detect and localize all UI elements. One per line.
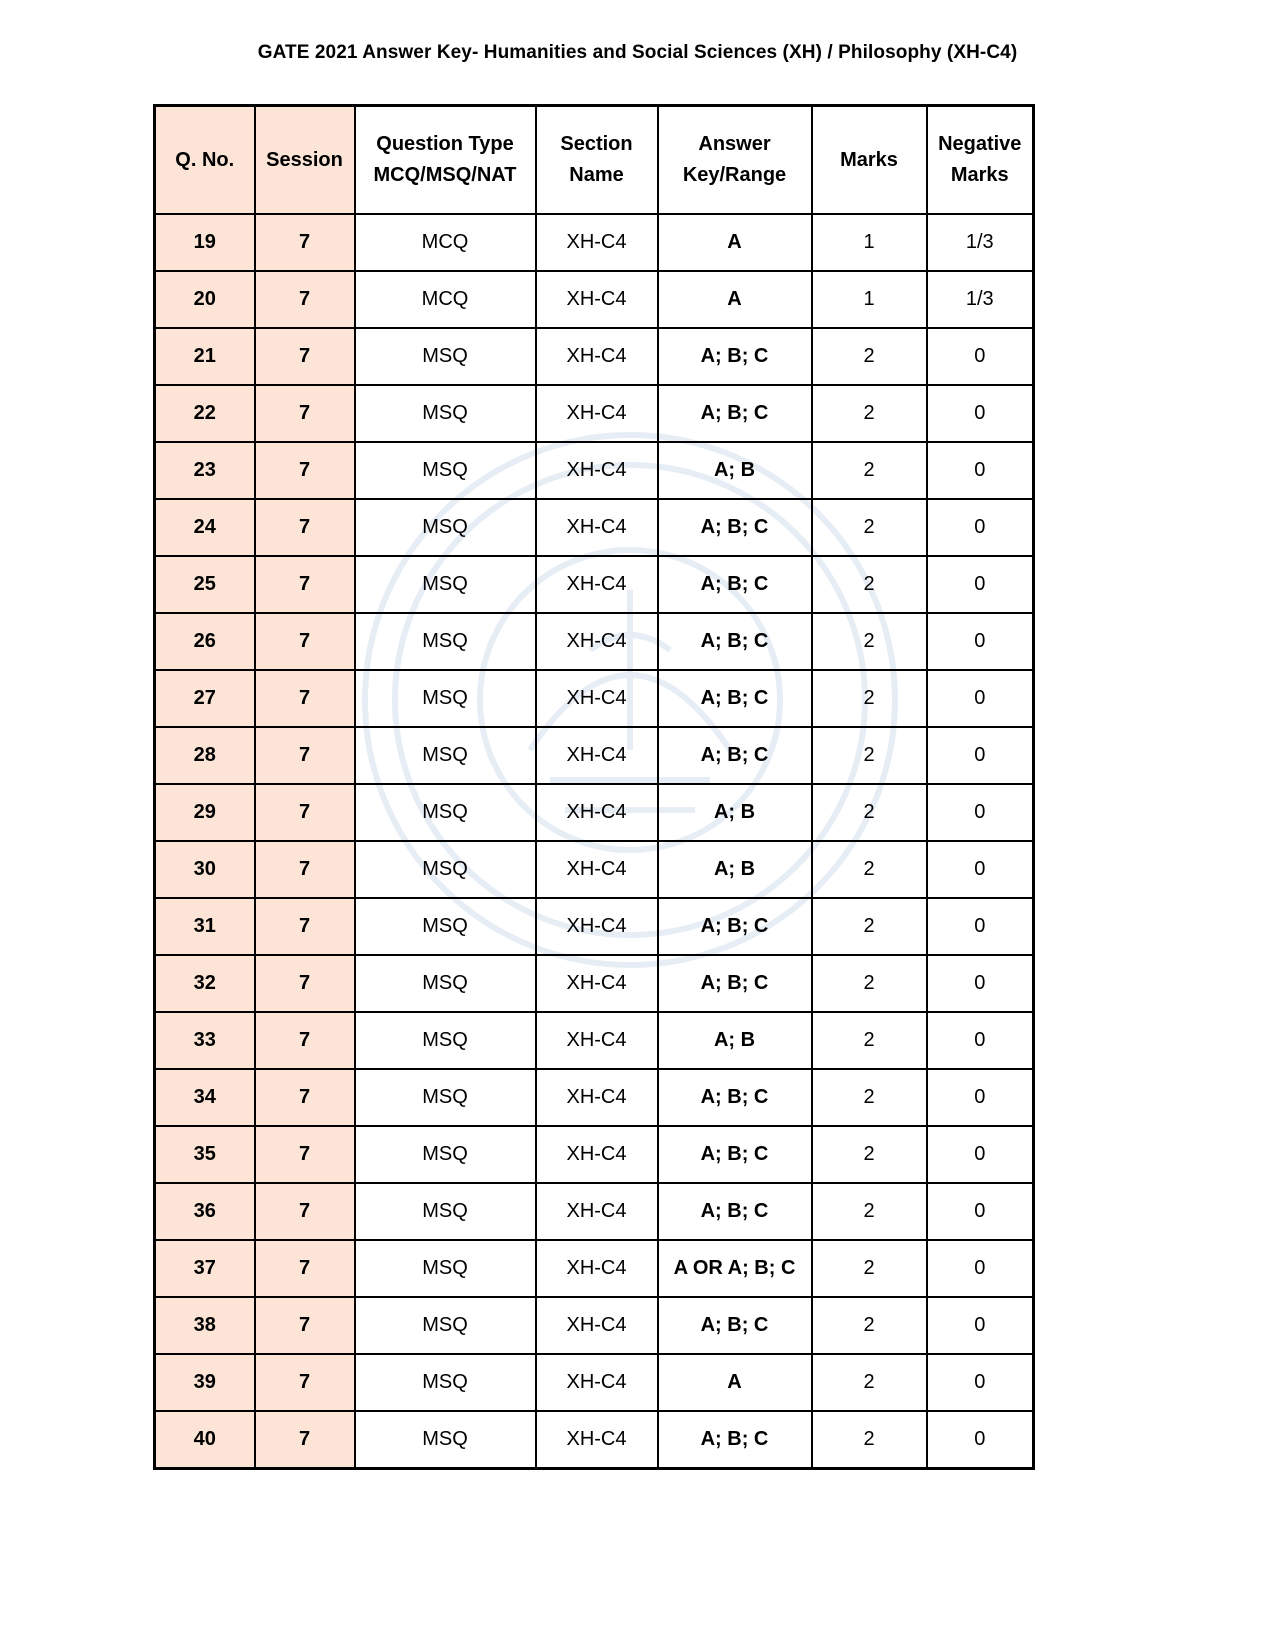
header-section-name: Section Name (536, 106, 658, 215)
cell-answer-key: A; B; C (658, 1411, 812, 1469)
cell-negative-marks: 0 (927, 1240, 1034, 1297)
cell-section-name: XH-C4 (536, 556, 658, 613)
cell-negative-marks: 0 (927, 670, 1034, 727)
table-row (155, 1012, 1034, 1069)
table-row (155, 385, 1034, 442)
cell-qno: 26 (155, 613, 255, 670)
cell-session: 7 (255, 385, 355, 442)
cell-answer-key: A; B (658, 784, 812, 841)
cell-section-name: XH-C4 (536, 385, 658, 442)
table-body (155, 214, 1034, 1469)
cell-qno: 36 (155, 1183, 255, 1240)
cell-answer-key: A; B; C (658, 613, 812, 670)
cell-section-name: XH-C4 (536, 613, 658, 670)
table-row (155, 670, 1034, 727)
cell-marks: 1 (812, 271, 927, 328)
table-row (155, 955, 1034, 1012)
table-row (155, 328, 1034, 385)
table-row (155, 271, 1034, 328)
cell-answer-key: A; B; C (658, 499, 812, 556)
table-row (155, 1240, 1034, 1297)
cell-qno: 35 (155, 1126, 255, 1183)
cell-negative-marks: 0 (927, 955, 1034, 1012)
cell-answer-key: A; B; C (658, 1126, 812, 1183)
cell-qno: 22 (155, 385, 255, 442)
table-header (155, 106, 1034, 215)
cell-session: 7 (255, 1183, 355, 1240)
cell-marks: 2 (812, 1240, 927, 1297)
table-row (155, 898, 1034, 955)
cell-marks: 2 (812, 727, 927, 784)
table-row (155, 499, 1034, 556)
cell-qno: 25 (155, 556, 255, 613)
cell-section-name: XH-C4 (536, 670, 658, 727)
cell-negative-marks: 0 (927, 1012, 1034, 1069)
cell-answer-key: A; B (658, 1012, 812, 1069)
cell-qno: 40 (155, 1411, 255, 1469)
cell-marks: 2 (812, 784, 927, 841)
cell-negative-marks: 1/3 (927, 214, 1034, 271)
cell-negative-marks: 0 (927, 727, 1034, 784)
cell-marks: 2 (812, 385, 927, 442)
cell-marks: 2 (812, 898, 927, 955)
cell-answer-key: A; B; C (658, 385, 812, 442)
cell-session: 7 (255, 1354, 355, 1411)
cell-answer-key: A; B (658, 442, 812, 499)
table-row (155, 556, 1034, 613)
cell-qno: 39 (155, 1354, 255, 1411)
cell-question-type: MSQ (355, 1297, 536, 1354)
cell-negative-marks: 0 (927, 442, 1034, 499)
table-row (155, 1411, 1034, 1469)
cell-negative-marks: 0 (927, 328, 1034, 385)
cell-qno: 20 (155, 271, 255, 328)
cell-qno: 37 (155, 1240, 255, 1297)
cell-answer-key: A; B; C (658, 1183, 812, 1240)
page-title: GATE 2021 Answer Key- Humanities and Social Sciences (XH) / Philosophy (XH-C4) (257, 42, 1018, 63)
cell-qno: 33 (155, 1012, 255, 1069)
cell-marks: 2 (812, 1183, 927, 1240)
cell-marks: 2 (812, 955, 927, 1012)
cell-answer-key: A; B; C (658, 670, 812, 727)
cell-marks: 1 (812, 214, 927, 271)
cell-session: 7 (255, 898, 355, 955)
cell-question-type: MSQ (355, 784, 536, 841)
cell-marks: 2 (812, 1297, 927, 1354)
cell-answer-key: A (658, 1354, 812, 1411)
cell-session: 7 (255, 214, 355, 271)
cell-question-type: MSQ (355, 1183, 536, 1240)
cell-negative-marks: 0 (927, 898, 1034, 955)
cell-marks: 2 (812, 841, 927, 898)
cell-question-type: MSQ (355, 727, 536, 784)
cell-section-name: XH-C4 (536, 1354, 658, 1411)
cell-section-name: XH-C4 (536, 1069, 658, 1126)
cell-qno: 23 (155, 442, 255, 499)
header-answer-key: Answer Key/Range (658, 106, 812, 215)
cell-session: 7 (255, 1411, 355, 1469)
cell-session: 7 (255, 841, 355, 898)
cell-question-type: MSQ (355, 955, 536, 1012)
cell-qno: 34 (155, 1069, 255, 1126)
cell-negative-marks: 0 (927, 1126, 1034, 1183)
table-row (155, 1069, 1034, 1126)
cell-question-type: MSQ (355, 613, 536, 670)
cell-qno: 27 (155, 670, 255, 727)
answer-key-table (153, 104, 1035, 1470)
cell-marks: 2 (812, 499, 927, 556)
cell-negative-marks: 0 (927, 1354, 1034, 1411)
table-row (155, 1183, 1034, 1240)
cell-answer-key: A OR A; B; C (658, 1240, 812, 1297)
cell-question-type: MSQ (355, 556, 536, 613)
cell-section-name: XH-C4 (536, 1240, 658, 1297)
cell-marks: 2 (812, 1126, 927, 1183)
cell-marks: 2 (812, 1012, 927, 1069)
table-row (155, 841, 1034, 898)
cell-question-type: MSQ (355, 1126, 536, 1183)
cell-negative-marks: 0 (927, 613, 1034, 670)
cell-section-name: XH-C4 (536, 1411, 658, 1469)
cell-session: 7 (255, 442, 355, 499)
cell-question-type: MSQ (355, 898, 536, 955)
cell-session: 7 (255, 1126, 355, 1183)
cell-section-name: XH-C4 (536, 499, 658, 556)
cell-marks: 2 (812, 328, 927, 385)
table-row (155, 784, 1034, 841)
cell-session: 7 (255, 271, 355, 328)
table-row (155, 442, 1034, 499)
cell-question-type: MSQ (355, 1069, 536, 1126)
cell-session: 7 (255, 1297, 355, 1354)
header-negative-marks: Negative Marks (927, 106, 1034, 215)
cell-qno: 38 (155, 1297, 255, 1354)
cell-section-name: XH-C4 (536, 955, 658, 1012)
cell-qno: 19 (155, 214, 255, 271)
cell-session: 7 (255, 1069, 355, 1126)
cell-section-name: XH-C4 (536, 898, 658, 955)
cell-answer-key: A; B; C (658, 1069, 812, 1126)
cell-question-type: MSQ (355, 1012, 536, 1069)
cell-question-type: MSQ (355, 841, 536, 898)
cell-answer-key: A; B; C (658, 556, 812, 613)
cell-marks: 2 (812, 613, 927, 670)
cell-qno: 30 (155, 841, 255, 898)
header-qno: Q. No. (155, 106, 255, 215)
header-session: Session (255, 106, 355, 215)
table-row (155, 727, 1034, 784)
cell-negative-marks: 0 (927, 556, 1034, 613)
cell-session: 7 (255, 328, 355, 385)
cell-section-name: XH-C4 (536, 271, 658, 328)
cell-answer-key: A; B; C (658, 727, 812, 784)
cell-qno: 28 (155, 727, 255, 784)
cell-marks: 2 (812, 556, 927, 613)
table-row (155, 1126, 1034, 1183)
cell-section-name: XH-C4 (536, 214, 658, 271)
cell-question-type: MSQ (355, 1240, 536, 1297)
cell-answer-key: A (658, 214, 812, 271)
cell-section-name: XH-C4 (536, 328, 658, 385)
cell-section-name: XH-C4 (536, 1126, 658, 1183)
cell-qno: 32 (155, 955, 255, 1012)
cell-negative-marks: 0 (927, 1297, 1034, 1354)
header-question-type: Question Type MCQ/MSQ/NAT (355, 106, 536, 215)
cell-section-name: XH-C4 (536, 727, 658, 784)
table-row (155, 214, 1034, 271)
cell-section-name: XH-C4 (536, 784, 658, 841)
cell-session: 7 (255, 1240, 355, 1297)
cell-marks: 2 (812, 670, 927, 727)
cell-answer-key: A; B; C (658, 1297, 812, 1354)
cell-marks: 2 (812, 1354, 927, 1411)
table-row (155, 1354, 1034, 1411)
cell-qno: 29 (155, 784, 255, 841)
table-row (155, 613, 1034, 670)
cell-question-type: MCQ (355, 214, 536, 271)
cell-session: 7 (255, 1012, 355, 1069)
cell-negative-marks: 0 (927, 841, 1034, 898)
cell-negative-marks: 1/3 (927, 271, 1034, 328)
cell-marks: 2 (812, 1411, 927, 1469)
cell-negative-marks: 0 (927, 499, 1034, 556)
cell-qno: 31 (155, 898, 255, 955)
cell-question-type: MSQ (355, 442, 536, 499)
cell-negative-marks: 0 (927, 1411, 1034, 1469)
cell-qno: 24 (155, 499, 255, 556)
cell-negative-marks: 0 (927, 385, 1034, 442)
cell-session: 7 (255, 613, 355, 670)
cell-negative-marks: 0 (927, 1183, 1034, 1240)
cell-session: 7 (255, 670, 355, 727)
cell-session: 7 (255, 556, 355, 613)
cell-question-type: MCQ (355, 271, 536, 328)
cell-session: 7 (255, 499, 355, 556)
cell-session: 7 (255, 727, 355, 784)
cell-marks: 2 (812, 442, 927, 499)
cell-session: 7 (255, 955, 355, 1012)
cell-marks: 2 (812, 1069, 927, 1126)
cell-section-name: XH-C4 (536, 1297, 658, 1354)
cell-question-type: MSQ (355, 328, 536, 385)
cell-question-type: MSQ (355, 670, 536, 727)
cell-qno: 21 (155, 328, 255, 385)
table-row (155, 1297, 1034, 1354)
cell-question-type: MSQ (355, 385, 536, 442)
cell-answer-key: A (658, 271, 812, 328)
cell-negative-marks: 0 (927, 784, 1034, 841)
cell-answer-key: A; B; C (658, 328, 812, 385)
cell-question-type: MSQ (355, 499, 536, 556)
cell-answer-key: A; B; C (658, 955, 812, 1012)
cell-section-name: XH-C4 (536, 1183, 658, 1240)
cell-section-name: XH-C4 (536, 841, 658, 898)
header-marks: Marks (812, 106, 927, 215)
cell-question-type: MSQ (355, 1354, 536, 1411)
cell-negative-marks: 0 (927, 1069, 1034, 1126)
cell-section-name: XH-C4 (536, 442, 658, 499)
cell-session: 7 (255, 784, 355, 841)
cell-section-name: XH-C4 (536, 1012, 658, 1069)
cell-answer-key: A; B (658, 841, 812, 898)
cell-question-type: MSQ (355, 1411, 536, 1469)
cell-answer-key: A; B; C (658, 898, 812, 955)
header-row (155, 106, 1034, 215)
